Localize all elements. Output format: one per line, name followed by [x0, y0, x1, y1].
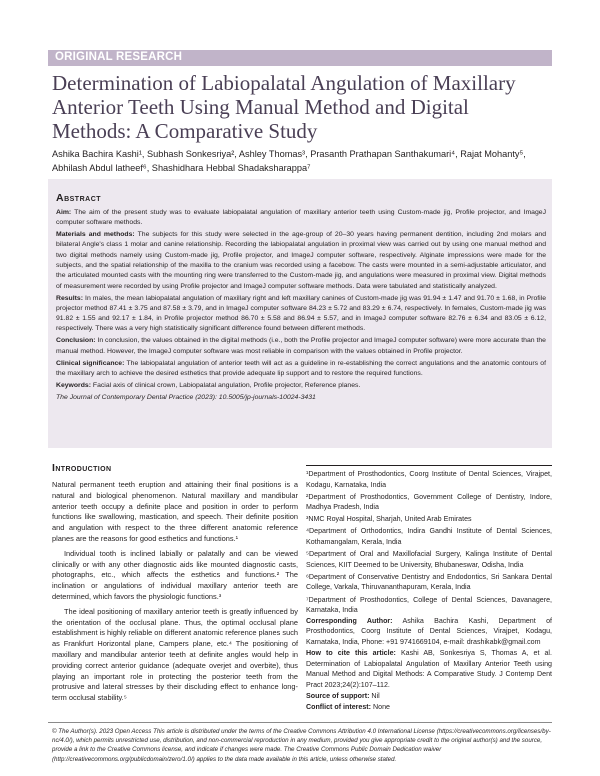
author-line-1: Ashika Bachira Kashi¹, Subhash Sonkesriya², Ashley Thomas³, Prasanth Prathapan Santhakumari⁴, Rajat Mohanty⁵, — [52, 149, 526, 159]
introduction-column — [52, 462, 298, 704]
affiliation-1: ¹Department of Prosthodontics, Coorg Institute of Dental Sciences, Virajpet, Kodagu, Karnataka, India — [306, 470, 552, 489]
abstract-materials: Materials and methods: The subjects for this study were selected in the age-group of 20–30 years having permanent dentition, including 2nd molars and bilateral Angle's class 1 molar and canine relationship. Recording the labiopalatal angulation in proximal view was carried out by using one manual method and two digital methods namely using Custom-made jig, Profile projector, and ImageJ computer software, respectively. Alginate impressions were made for the subjects, and the spatial relationship of the maxilla to the cranium was recorded using a facebow. The casts were mounted in a semi-adjustable articulator, and the articulated mounted casts with the mounting ring were transferred to the Custom-made jig, and angulations were measured in proximal view. Digital methods of measurement were recorded by using Profile projector and ImageJ computer software methods. Data were tabulated and statistically analyzed. — [56, 231, 547, 290]
affiliation-7: ⁷Department of Prosthodontics, College of Dental Sciences, Davanagere, Karnataka, India — [306, 595, 552, 615]
article-type-label: ORIGINAL RESEARCH — [55, 51, 183, 63]
affiliation-6: ⁶Department of Conservative Dentistry and Endodontics, Sri Sankara Dental College, Varkala, Thiruvananthapuram, Kerala, India — [306, 572, 552, 592]
affiliation-5: ⁵Department of Oral and Maxillofacial Surgery, Kalinga Institute of Dental Sciences, KIIT Deemed to be University, Bhubaneswar, Odisha, India — [306, 550, 552, 569]
article-title: Determination of Labiopalatal Angulation of Maxillary Anterior Teeth Using Manual Method and Digital Methods: A Comparative Study — [52, 71, 516, 143]
abstract-results: Results: In males, the mean labiopalatal angulation of maxillary right and left maxillary canines of Custom-made jig was 91.94 ± 1.47 and 91.70 ± 1.68, in Profile projector method 87.41 ± 3.75 and 87.58 ± 3.79, and in ImageJ computer software 84.23 ± 5.72 and 83.29 ± 6.74, respectively. In females, Custom-made jig was 91.82 ± 1.55 and 92.17 ± 1.84, in Profile projector method 86.70 ± 5.58 and 86.94 ± 5.57, and in ImageJ computer software 82.76 ± 6.34 and 83.05 ± 6.12, respectively. There was a very high statistically significant difference found between different methods. — [56, 294, 546, 333]
abstract-aim: Aim: The aim of the present study was to evaluate labiopalatal angulation of maxillary anterior teeth using Custom-made jig, Profile projector, and ImageJ computer software methods. — [56, 209, 546, 227]
footer-divider — [48, 722, 552, 723]
license-footer: © The Author(s). 2023 Open Access This article is distributed under the terms of the Creative Commons Attribution 4.0 International License (https://creativecommons.org/licenses/by-nc/4.0/), which permits unrestricted use, distribution, and non-commercial reproduction in any medium, provided you give appropriate credit to the original author(s) and the source, provide a link to the Creative Commons license, and indicate if changes were made. The Creative Commons Public Domain Dedication waiver (http://creativecommons.org/publicdomain/zero/1.0/) applies to the data made available in this article, unless otherwise stated. — [52, 728, 551, 763]
abstract-conclusion: Conclusion: In conclusion, the values obtained in the digital methods (i.e., both the Profile projector and ImageJ computer software) were more accurate than the manual method. However, the ImageJ computer software was most reliable in comparison with the values obtained in Profile projector. — [56, 337, 546, 355]
intro-paragraph-3: The ideal positioning of maxillary anterior teeth is greatly influenced by the orientation of the occlusal plane. Thus, the optimal occlusal plane establishment is highly reliable on different anatomic reference planes such as Frankfurt Horizontal plane, Campers plane, etc.⁴ The positioning of maxillary and mandibular anterior teeth at definite angles would help in providing correct anterior guidance (adequate overjet and overbite), thus playing an important role in protecting the posterior teeth from the protrusive and lateral stresses by their discluding effect to enhance long-term occlusal stability.⁵ — [52, 606, 298, 703]
source-of-support: Source of support: Nil — [306, 691, 380, 700]
author-list — [52, 147, 552, 175]
affiliation-2: ²Department of Prosthodontics, Government College of Dentistry, Indore, Madhya Pradesh, India — [306, 492, 552, 512]
abstract-heading: Abstract — [56, 192, 102, 204]
affiliation-3: ³NMC Royal Hospital, Sharjah, United Arab Emirates — [306, 515, 472, 524]
conflict-of-interest: Conflict of interest: None — [306, 702, 390, 711]
how-to-cite: How to cite this article: Kashi AB, Sonkesriya S, Thomas A, et al. Determination of Labiopalatal Angulation of Maxillary Anterior Teeth using Manual Method and Digital Methods: A Comparative Study. J Contemp Dent Pract 2023;24(2):107–112. — [306, 649, 552, 689]
journal-citation-line: The Journal of Contemporary Dental Practice (2023): 10.5005/jp-journals-10024-3431 — [56, 393, 316, 401]
author-line-2: Abhilash Abdul latheef⁶, Shashidhara Hebbal Shadaksharappa⁷ — [52, 163, 311, 173]
abstract-keywords: Keywords: Facial axis of clinical crown, Labiopalatal angulation, Profile projector, Reference planes. — [56, 381, 361, 389]
intro-paragraph-2: Individual tooth is inclined labially or palatally and can be viewed clinically or with any other diagnostic aids like mounted diagnostic casts, photographs, etc., which affects the esthetics and functions.² The inclination or angulations of individual maxillary anterior teeth are determined, which favors the physiologic functions.³ — [52, 548, 298, 601]
introduction-heading: Introduction — [52, 462, 112, 474]
affiliations-column — [306, 469, 552, 713]
affiliation-divider — [306, 465, 552, 466]
abstract-body — [56, 208, 546, 405]
affiliation-4: ⁴Department of Orthodontics, Indira Gandhi Institute of Dental Sciences, Kothamangalam, Kerala, India — [306, 527, 552, 547]
corresponding-author: Corresponding Author: Ashika Bachira Kashi, Department of Prosthodontics, Coorg Institute of Dental Sciences, Virajpet, Kodagu, Karnataka, India, Phone: +91 9741669104, e-mail: drashikabk@gmail.com — [306, 616, 552, 646]
intro-paragraph-1: Natural permanent teeth eruption and attaining their final positions is a natural and biological phenomenon. Natural maxillary and mandibular anterior teeth occupy a definite place and position in order to perform functions like swallowing, mastication, and speech. Their definite position and angulation with respect to the three different anatomic reference planes are the reasons for good esthetics and functions.¹ — [52, 480, 298, 543]
article-type-banner — [48, 50, 552, 66]
abstract-clinical-significance: Clinical significance: The labiopalatal angulation of anterior teeth will act as a guideline in re-establishing the correct angulations and the anatomic contours of the maxillary arch to achieve the desired esthetics that provide adequate lip support and to restore the required functions. — [56, 359, 546, 377]
